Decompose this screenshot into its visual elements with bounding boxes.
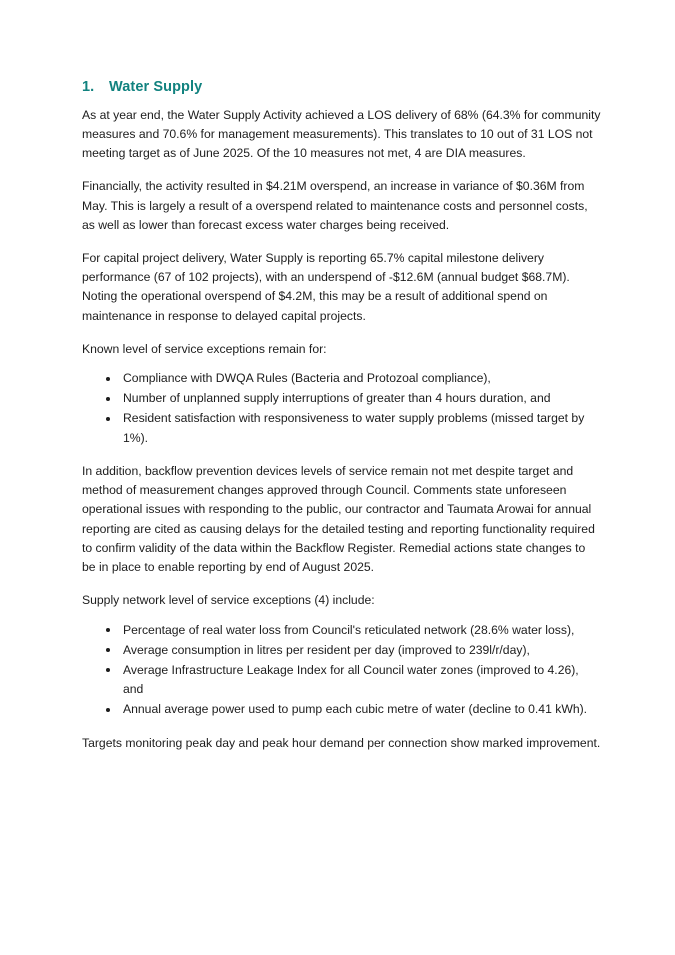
bullet-icon [106,708,110,712]
list-item [82,389,602,409]
list-item-label: Average consumption in litres per resident per day (improved to 239l/r/day), [123,642,530,657]
list-item-label: Number of unplanned supply interruptions of greater than 4 hours duration, and [123,391,551,406]
list-supply-network-exceptions [82,621,602,720]
paragraph-exceptions-lead: Known level of service exceptions remain for: [82,341,327,356]
paragraph-capital-delivery: For capital project delivery, Water Supply is reporting 65.7% capital milestone delivery performance (67 of 102 projects), with an underspend of -$12.6M (annual budget $68.7M). Noting the operational overspend of $4.2M, this may be a result of additional spend on maintenance in response to delayed capital projects. [82,251,570,323]
bullet-icon [106,668,110,672]
list-item-label: Percentage of real water loss from Council's reticulated network (28.6% water loss), [123,622,575,637]
list-item [82,641,602,661]
list-item [82,369,602,389]
bullet-icon [106,628,110,632]
list-known-exceptions [82,369,602,448]
page-title: Water Supply [109,79,203,95]
paragraph-targets-monitoring: Targets monitoring peak day and peak hour demand per connection show marked improvement. [82,735,601,750]
paragraph-backflow-prevention: In addition, backflow prevention devices levels of service remain not met despite target and method of measurement changes approved through Council. Comments state unforeseen operational issues with responding to the public, our contractor and Taumata Arowai for annual reporting are cited as causing delays for the detailed testing and reporting functionality required to confirm validity of the data within the Backflow Register. Remedial actions state changes to be in place to enable reporting by end of August 2025. [82,464,595,575]
list-item-label: Resident satisfaction with responsiveness to water supply problems (missed target by 1%). [123,411,585,445]
paragraph-supply-network-lead: Supply network level of service exceptions (4) include: [82,593,375,608]
list-item [82,661,602,700]
list-item [82,621,602,641]
bullet-icon [106,648,110,652]
list-item [82,409,602,448]
paragraph-financial-summary: Financially, the activity resulted in $4.21M overspend, an increase in variance of $0.36M from May. This is largely a result of a overspend related to maintenance costs and personnel costs, as well as lower than forecast excess water charges being received. [82,179,588,232]
document-body [82,78,602,767]
bullet-icon [106,417,110,421]
section-number: 1. [82,79,95,95]
list-item-label: Compliance with DWQA Rules (Bacteria and Protozoal compliance), [123,371,491,386]
list-item-label: Annual average power used to pump each cubic metre of water (decline to 0.41 kWh). [123,702,588,716]
bullet-icon [106,397,110,401]
section-heading [82,78,602,97]
paragraph-los-summary: As at year end, the Water Supply Activity achieved a LOS delivery of 68% (64.3% for community measures and 70.6% for management measurements). This translates to 10 out of 31 LOS not meeting target as of June 2025. Of the 10 measures not met, 4 are DIA measures. [82,107,601,161]
list-item [82,700,602,720]
list-item-label: Average Infrastructure Leakage Index for all Council water zones (improved to 4.26), and [123,662,579,696]
bullet-icon [106,377,110,381]
